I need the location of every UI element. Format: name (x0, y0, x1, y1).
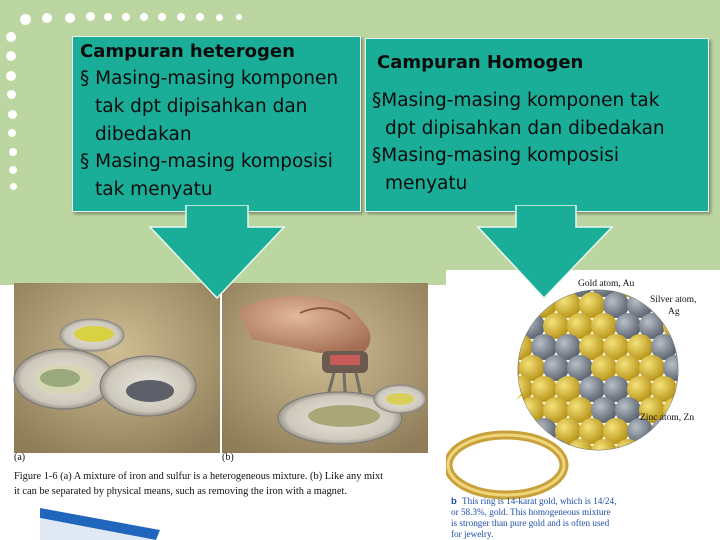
silver-atom (687, 271, 713, 297)
silver-atom (699, 376, 720, 402)
zinc-atom-label: Zinc atom, Zn (640, 413, 695, 423)
figure-caption-line-2: it can be separated by physical means, such as removing the iron with a magnet. (14, 486, 347, 497)
heterogeneous-bullet-2: § Masing-masing komposisi (80, 151, 333, 172)
gold-atom (615, 439, 641, 465)
caption-letter-b: b (451, 496, 457, 507)
gold-atom (639, 271, 665, 297)
silver-atom (495, 397, 521, 423)
label-a: (a) (14, 452, 26, 463)
homogeneous-mixture-box (365, 38, 709, 212)
arrow-down-homogeneous (476, 205, 616, 300)
silver-atom (663, 439, 689, 465)
silver-atom (675, 334, 701, 360)
silver-atom (639, 439, 665, 465)
heterogeneous-line-2: tak dpt dipisahkan dan (95, 96, 308, 117)
ring-caption-1: This ring is 14-karat gold, which is 14/24, (462, 496, 617, 506)
homogeneous-bullet-1: §Masing-masing komponen tak (372, 90, 660, 111)
gold-atom-label: Gold atom, Au (578, 279, 635, 289)
ring-caption-2: or 58.3%, gold. This homogeneous mixture (451, 507, 611, 517)
label-b: (b) (222, 452, 234, 463)
gold-atom (675, 376, 701, 402)
ring-caption-4: for jewelry. (451, 529, 494, 539)
homogeneous-line-2: dpt dipisahkan dan dibedakan (385, 118, 665, 139)
gold-atom (495, 439, 521, 465)
figure-caption-line-1: Figure 1-6 (a) A mixture of iron and sulfur is a heterogeneous mixture. (b) Like any mixt (14, 471, 384, 482)
gold-atom (699, 334, 720, 360)
homogeneous-line-4: menyatu (385, 173, 468, 194)
silver-atom-label-2: Ag (668, 307, 680, 317)
gold-atom (699, 292, 720, 318)
heterogeneous-title: Campuran heterogen (80, 41, 295, 62)
heterogeneous-mixture-box (72, 36, 361, 212)
gold-atom (567, 439, 593, 465)
ring-caption-3: is stronger than pure gold and is often used (451, 518, 610, 528)
gold-atom (663, 271, 689, 297)
iron-sulfur-photo (0, 283, 442, 463)
gold-atom (591, 439, 617, 465)
homogeneous-bullet-2: §Masing-masing komposisi (372, 145, 619, 166)
arrow-down-heterogeneous (148, 205, 288, 300)
gold-atom (699, 418, 720, 444)
gold-atom (495, 355, 521, 381)
gold-atom (687, 313, 713, 339)
heterogeneous-bullet-1: § Masing-masing komponen (80, 68, 339, 89)
heterogeneous-line-3: dibedakan (95, 124, 192, 145)
heterogeneous-line-5: tak menyatu (95, 179, 213, 200)
decorative-blue-shape (40, 500, 160, 540)
gold-atom (687, 439, 713, 465)
silver-atom-label-1: Silver atom, (650, 295, 697, 305)
homogeneous-title: Campuran Homogen (377, 52, 584, 73)
silver-atom (495, 313, 521, 339)
silver-atom (687, 355, 713, 381)
